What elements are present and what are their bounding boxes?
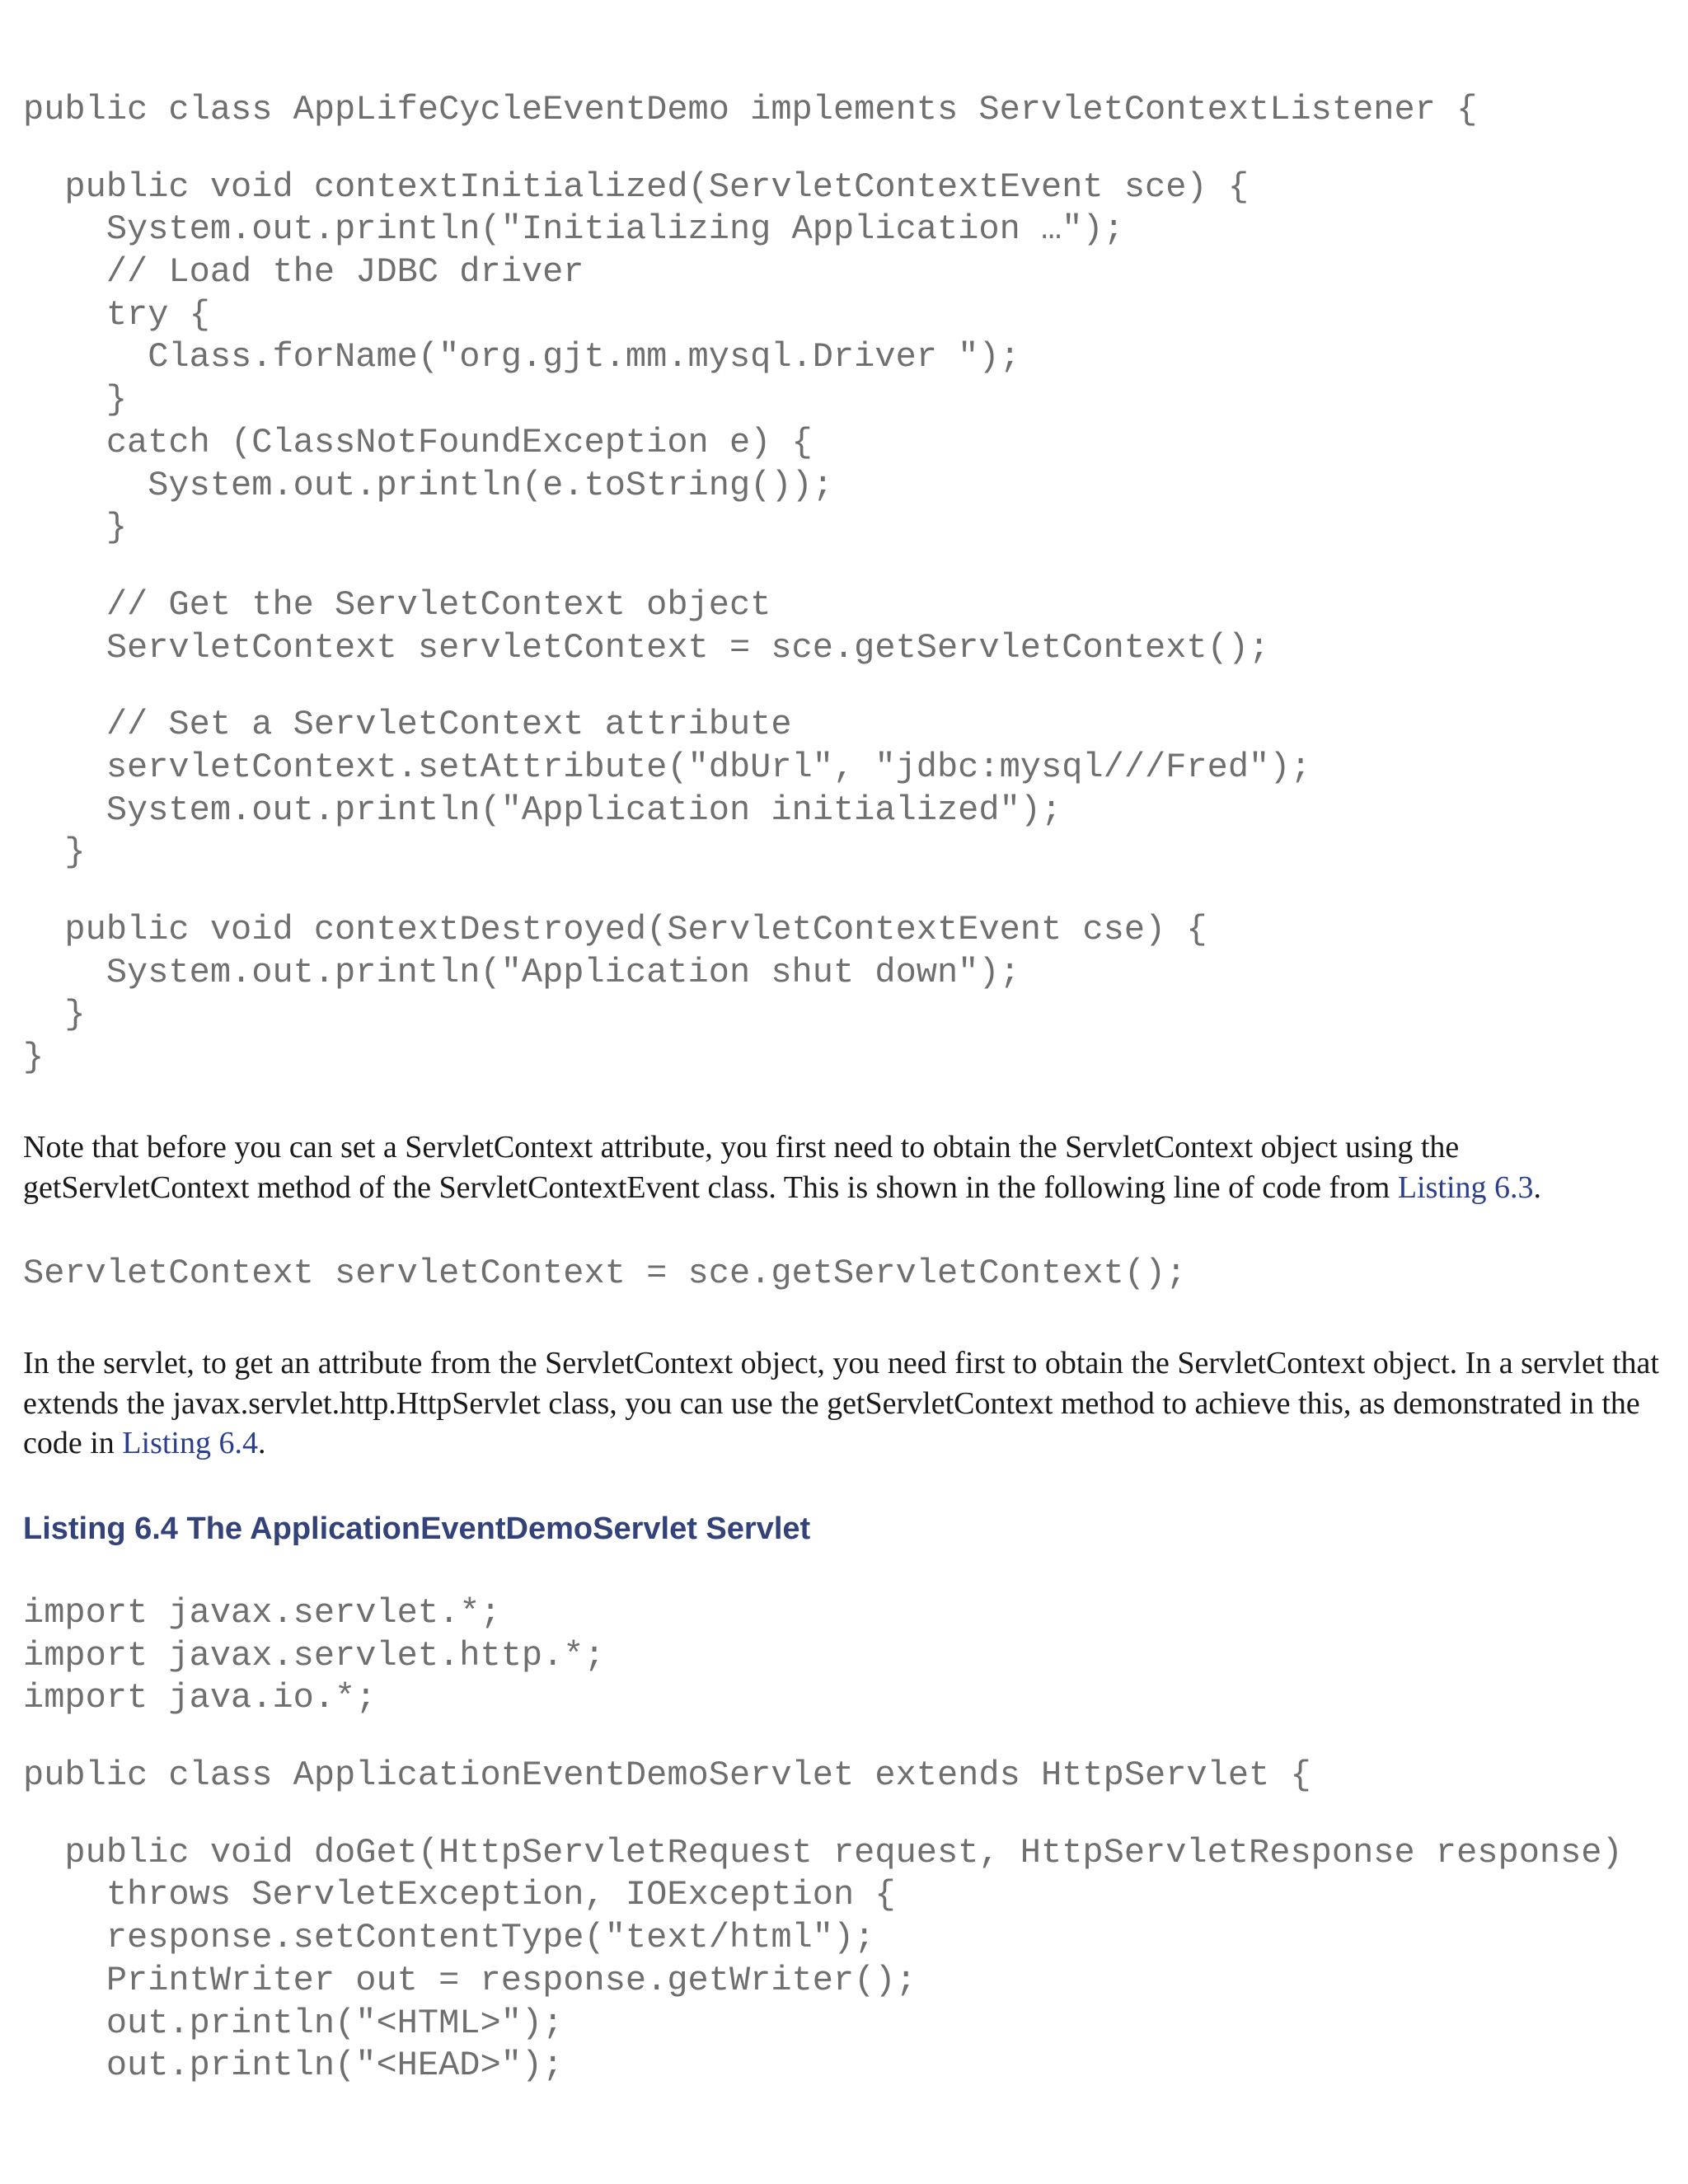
code-line: public class AppLifeCycleEventDemo implements ServletContextListener { [23, 90, 1478, 129]
listing-6-4-link[interactable]: Listing 6.4 [122, 1426, 258, 1460]
code-line: ServletContext servletContext = sce.getServletContext(); [23, 1254, 1187, 1293]
code-listing-servlet [23, 1592, 1623, 2088]
code-line: // Set a ServletContext attribute [23, 705, 792, 745]
code-line: } [23, 995, 86, 1035]
code-line [23, 550, 1477, 584]
code-line: } [23, 380, 128, 420]
code-line: System.out.println("Application initialized"); [23, 790, 1062, 830]
code-line: throws ServletException, IOException { [23, 1875, 896, 1915]
paragraph-end: . [1533, 1169, 1542, 1205]
code-line: } [23, 832, 86, 873]
code-line: PrintWriter out = response.getWriter(); [23, 1960, 917, 2000]
code-line: } [23, 508, 128, 548]
code-line-get-servlet-context [23, 1253, 1186, 1296]
code-line: // Get the ServletContext object [23, 584, 771, 625]
code-line: System.out.println("Application shut down"); [23, 952, 1020, 992]
paragraph-servletcontext-attribute [23, 1127, 1663, 1207]
code-line [23, 1720, 1623, 1755]
code-line: public void contextDestroyed(ServletContextEvent cse) { [23, 910, 1207, 949]
listing-6-3-link[interactable]: Listing 6.3 [1397, 1169, 1534, 1205]
code-line [23, 874, 1477, 909]
code-line [23, 1797, 1623, 1832]
code-line: } [23, 1038, 45, 1078]
code-line: public void doGet(HttpServletRequest request, HttpServletResponse response) [23, 1832, 1623, 1872]
code-line: System.out.println("Initializing Application …"); [23, 209, 1124, 250]
code-line: public class ApplicationEventDemoServlet extends HttpServlet { [23, 1755, 1311, 1796]
code-line: System.out.println(e.toString()); [23, 465, 833, 505]
code-line: catch (ClassNotFoundException e) { [23, 422, 813, 462]
code-line [23, 669, 1477, 704]
paragraph-text: Note that before you can set a ServletContext attribute, you first need to obtain the ServletContext object using the getServletContext method of the ServletContextEvent class. This is shown in the following line of code from [23, 1130, 1460, 1205]
code-line: response.setContentType("text/html"); [23, 1918, 875, 1958]
code-line: out.println("<HEAD>"); [23, 2046, 564, 2086]
paragraph-text: In the servlet, to get an attribute from the ServletContext object, you need first to obtain the ServletContext object. In a servlet that extends the javax.servlet.http.HttpServlet class, you can use the getServletContext method to achieve this, as demonstrated in the code in [23, 1346, 1659, 1460]
listing-heading: Listing 6.4 The ApplicationEventDemoServlet Servlet [23, 1511, 811, 1546]
paragraph-end: . [257, 1426, 266, 1460]
code-line: ServletContext servletContext = sce.getServletContext(); [23, 627, 1270, 668]
code-listing-app-lifecycle [23, 89, 1477, 1080]
code-line: import javax.servlet.*; [23, 1593, 501, 1633]
code-line: public void contextInitialized(ServletContextEvent sce) { [23, 166, 1250, 207]
paragraph-servlet-attribute [23, 1343, 1663, 1464]
code-line: // Load the JDBC driver [23, 252, 584, 293]
code-line: Class.forName("org.gjt.mm.mysql.Driver "); [23, 337, 1020, 377]
code-line: try { [23, 294, 210, 335]
code-line: out.println("<HTML>"); [23, 2003, 564, 2043]
code-line: import javax.servlet.http.*; [23, 1635, 605, 1675]
code-line [23, 132, 1477, 166]
code-line: servletContext.setAttribute("dbUrl", "jdbc:mysql///Fred"); [23, 747, 1311, 787]
code-line: import java.io.*; [23, 1678, 377, 1718]
